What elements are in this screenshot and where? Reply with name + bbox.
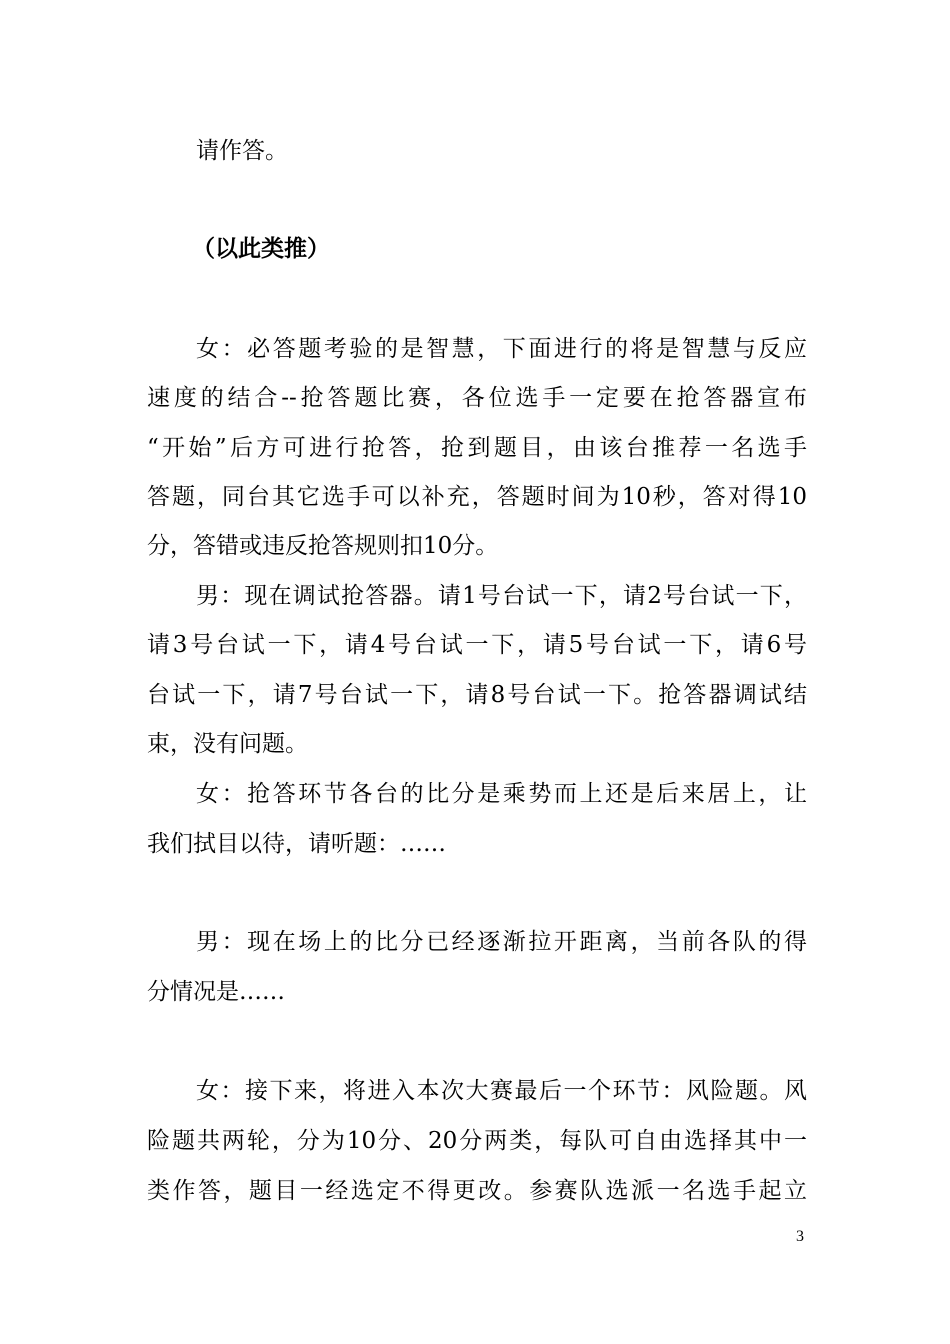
paragraph-line: 速度的结合--抢答题比赛，各位选手一定要在抢答器宣布 bbox=[147, 385, 807, 411]
paragraph-line: “开始”后方可进行抢答，抢到题目，由该台推荐一名选手 bbox=[147, 435, 807, 461]
paragraph-line: 分情况是…… bbox=[147, 979, 285, 1005]
paragraph-line: 险题共两轮，分为10分、20分两类，每队可自由选择其中一 bbox=[147, 1128, 807, 1154]
paragraph-line: 类作答，题目一经选定不得更改。参赛队选派一名选手起立 bbox=[147, 1178, 807, 1204]
paragraph-line: 我们拭目以待，请听题：…… bbox=[147, 831, 446, 857]
paragraph-line: 请作答。 bbox=[196, 138, 288, 164]
paragraph-line: 答题，同台其它选手可以补充，答题时间为10秒，答对得10 bbox=[147, 484, 807, 510]
paragraph-line: 女：抢答环节各台的比分是乘势而上还是后来居上，让 bbox=[196, 781, 807, 807]
section-heading: （以此类推） bbox=[192, 236, 330, 262]
paragraph-line: 女：必答题考验的是智慧，下面进行的将是智慧与反应 bbox=[196, 336, 807, 362]
paragraph-line: 女：接下来，将进入本次大赛最后一个环节：风险题。风 bbox=[196, 1078, 807, 1104]
page-number: 3 bbox=[796, 1228, 804, 1245]
paragraph-line: 分，答错或违反抢答规则扣10分。 bbox=[147, 533, 499, 559]
paragraph-line: 请3号台试一下，请4号台试一下，请5号台试一下，请6号 bbox=[147, 632, 807, 658]
paragraph-line: 束，没有问题。 bbox=[147, 731, 308, 757]
paragraph-line: 男：现在场上的比分已经逐渐拉开距离，当前各队的得 bbox=[196, 929, 807, 955]
paragraph-line: 男：现在调试抢答器。请1号台试一下，请2号台试一下， bbox=[196, 583, 807, 609]
paragraph-line: 台试一下，请7号台试一下，请8号台试一下。抢答器调试结 bbox=[147, 682, 807, 708]
